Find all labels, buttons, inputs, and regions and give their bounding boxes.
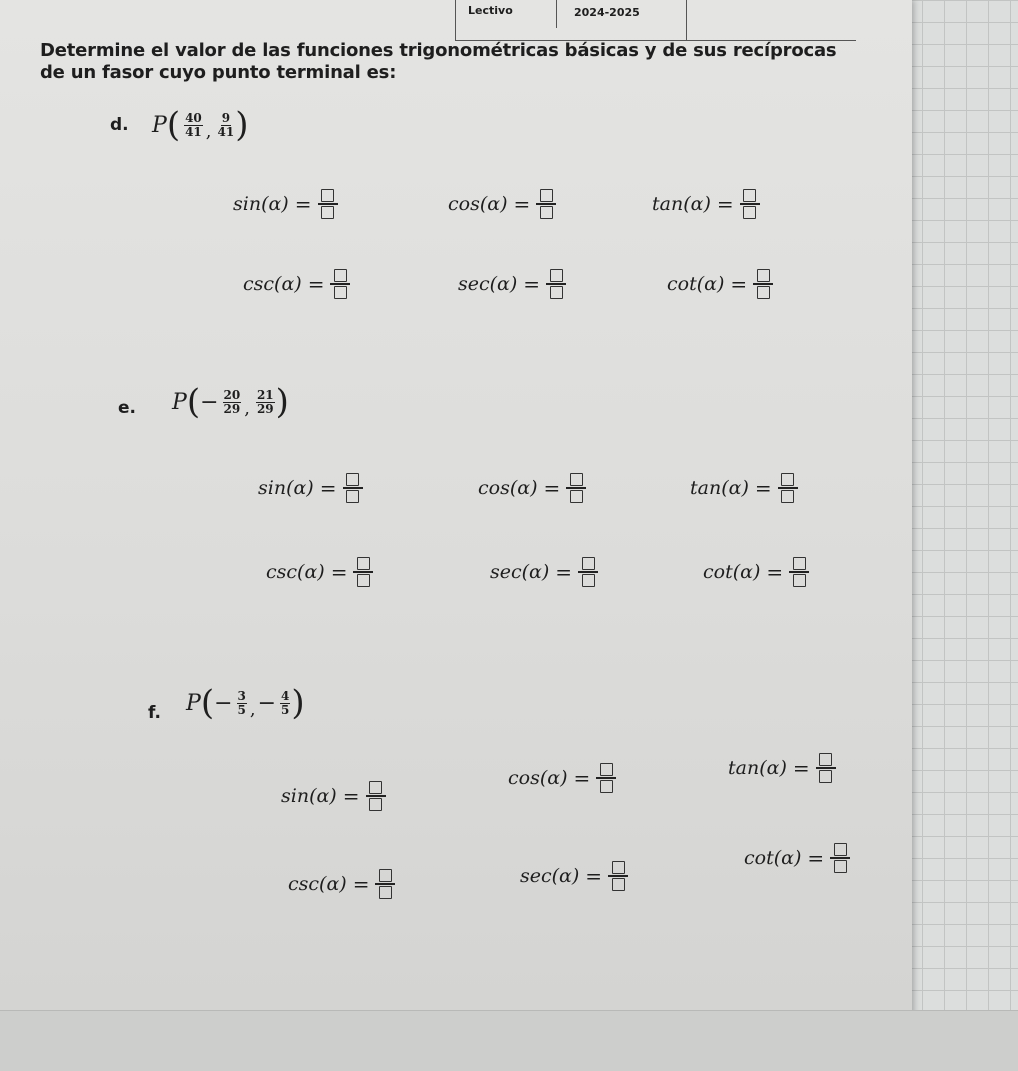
equals-sign: = xyxy=(294,192,312,216)
numerator-input-box[interactable] xyxy=(582,557,595,570)
answer-fraction[interactable] xyxy=(753,268,773,300)
x-coordinate xyxy=(184,112,203,139)
x-numerator: 3 xyxy=(237,688,246,703)
header-divider xyxy=(556,0,557,28)
function-name: cos(α) xyxy=(508,767,568,789)
denominator-input-box[interactable] xyxy=(819,770,832,783)
y-denominator: 5 xyxy=(281,702,290,717)
function-name: cot(α) xyxy=(667,273,725,295)
function-name: tan(α) xyxy=(728,757,787,779)
equals-sign: = xyxy=(573,766,591,790)
point-name: P xyxy=(186,690,201,716)
x-sign: − xyxy=(214,690,233,716)
answer-fraction[interactable] xyxy=(789,556,809,588)
x-sign: − xyxy=(200,389,219,415)
open-paren: ( xyxy=(186,382,201,422)
terminal-point xyxy=(152,105,249,145)
equals-sign: = xyxy=(730,272,748,296)
close-paren: ) xyxy=(275,382,289,422)
trig-equation xyxy=(448,188,556,220)
denominator-input-box[interactable] xyxy=(600,780,613,793)
x-coordinate xyxy=(223,389,242,416)
x-denominator: 5 xyxy=(237,702,246,717)
numerator-input-box[interactable] xyxy=(540,189,553,202)
denominator-input-box[interactable] xyxy=(379,886,392,899)
denominator-input-box[interactable] xyxy=(369,798,382,811)
denominator-input-box[interactable] xyxy=(357,574,370,587)
item-label: e. xyxy=(118,398,136,418)
function-name: sin(α) xyxy=(233,193,289,215)
trig-equation xyxy=(258,472,363,504)
item-label: f. xyxy=(148,703,161,723)
comma: , xyxy=(249,699,256,720)
answer-fraction[interactable] xyxy=(578,556,598,588)
equals-sign: = xyxy=(807,846,825,870)
answer-fraction[interactable] xyxy=(608,860,628,892)
instruction-text: Determine el valor de las funciones trigonométricas básicas y de sus recíprocas de un fasor cuyo punto terminal es: xyxy=(40,40,837,83)
open-paren: ( xyxy=(200,683,215,723)
trig-equation xyxy=(490,556,598,588)
lower-paper-edge xyxy=(0,1010,1018,1071)
trig-equation xyxy=(233,188,338,220)
trig-equation xyxy=(744,842,850,874)
equals-sign: = xyxy=(766,560,784,584)
y-numerator: 21 xyxy=(256,387,274,402)
function-name: sec(α) xyxy=(490,561,550,583)
y-numerator: 4 xyxy=(281,688,290,703)
numerator-input-box[interactable] xyxy=(781,473,794,486)
function-name: tan(α) xyxy=(652,193,711,215)
answer-fraction[interactable] xyxy=(740,188,760,220)
function-name: sec(α) xyxy=(458,273,518,295)
y-sign: − xyxy=(257,690,277,716)
comma: , xyxy=(205,121,212,142)
numerator-input-box[interactable] xyxy=(834,843,847,856)
trig-equation xyxy=(728,752,836,784)
answer-fraction[interactable] xyxy=(830,842,850,874)
denominator-input-box[interactable] xyxy=(781,490,794,503)
item-label: d. xyxy=(110,115,129,135)
numerator-input-box[interactable] xyxy=(334,269,347,282)
function-name: cot(α) xyxy=(703,561,761,583)
denominator-input-box[interactable] xyxy=(334,286,347,299)
denominator-input-box[interactable] xyxy=(550,286,563,299)
equals-sign: = xyxy=(543,476,561,500)
x-denominator: 41 xyxy=(185,124,202,139)
answer-fraction[interactable] xyxy=(343,472,363,504)
function-name: csc(α) xyxy=(288,873,347,895)
answer-fraction[interactable] xyxy=(366,780,386,812)
denominator-input-box[interactable] xyxy=(346,490,359,503)
trig-equation xyxy=(520,860,628,892)
y-coordinate xyxy=(218,112,235,139)
answer-fraction[interactable] xyxy=(596,762,616,794)
x-coordinate xyxy=(237,690,247,717)
denominator-input-box[interactable] xyxy=(834,860,847,873)
trig-equation xyxy=(243,268,350,300)
fraction-bar xyxy=(566,487,586,489)
function-name: sec(α) xyxy=(520,865,580,887)
denominator-input-box[interactable] xyxy=(582,574,595,587)
open-paren: ( xyxy=(166,105,181,145)
denominator-input-box[interactable] xyxy=(540,206,553,219)
y-coordinate xyxy=(256,389,275,416)
fraction-bar xyxy=(353,571,373,573)
denominator-input-box[interactable] xyxy=(321,206,334,219)
equals-sign: = xyxy=(555,560,573,584)
close-paren: ) xyxy=(235,105,249,145)
denominator-input-box[interactable] xyxy=(757,286,770,299)
x-denominator: 29 xyxy=(223,401,241,416)
answer-fraction[interactable] xyxy=(318,188,338,220)
equals-sign: = xyxy=(307,272,325,296)
equals-sign: = xyxy=(342,784,360,808)
trig-equation xyxy=(266,556,373,588)
fraction-bar xyxy=(830,857,850,859)
trig-equation xyxy=(703,556,809,588)
trig-equation xyxy=(458,268,566,300)
equals-sign: = xyxy=(754,476,772,500)
trig-equation xyxy=(652,188,760,220)
trig-equation xyxy=(690,472,798,504)
fraction-bar xyxy=(753,283,773,285)
numerator-input-box[interactable] xyxy=(550,269,563,282)
function-name: cos(α) xyxy=(448,193,508,215)
header-year: 2024-2025 xyxy=(574,6,640,19)
equals-sign: = xyxy=(585,864,603,888)
point-name: P xyxy=(152,112,167,138)
y-denominator: 41 xyxy=(217,124,235,139)
equals-sign: = xyxy=(513,192,531,216)
y-coordinate xyxy=(280,690,290,717)
trig-equation xyxy=(288,868,395,900)
fraction-bar xyxy=(596,777,616,779)
x-numerator: 40 xyxy=(185,110,202,125)
numerator-input-box[interactable] xyxy=(612,861,625,874)
answer-fraction[interactable] xyxy=(778,472,798,504)
numerator-input-box[interactable] xyxy=(369,781,382,794)
numerator-input-box[interactable] xyxy=(321,189,334,202)
numerator-input-box[interactable] xyxy=(379,869,392,882)
trig-equation xyxy=(508,762,616,794)
equals-sign: = xyxy=(792,756,810,780)
point-name: P xyxy=(172,389,187,415)
numerator-input-box[interactable] xyxy=(346,473,359,486)
answer-fraction[interactable] xyxy=(546,268,566,300)
fraction-bar xyxy=(546,283,566,285)
answer-fraction[interactable] xyxy=(536,188,556,220)
y-numerator: 9 xyxy=(221,110,231,125)
function-name: cot(α) xyxy=(744,847,802,869)
fraction-bar xyxy=(816,767,836,769)
equals-sign: = xyxy=(319,476,337,500)
denominator-input-box[interactable] xyxy=(612,878,625,891)
fraction-bar xyxy=(778,487,798,489)
fraction-bar xyxy=(366,795,386,797)
equals-sign: = xyxy=(352,872,370,896)
numerator-input-box[interactable] xyxy=(819,753,832,766)
denominator-input-box[interactable] xyxy=(793,574,806,587)
header-divider xyxy=(686,0,687,40)
denominator-input-box[interactable] xyxy=(570,490,583,503)
header-box xyxy=(455,0,856,41)
answer-fraction[interactable] xyxy=(353,556,373,588)
function-name: sin(α) xyxy=(281,785,337,807)
numerator-input-box[interactable] xyxy=(743,189,756,202)
terminal-point xyxy=(186,683,305,723)
function-name: csc(α) xyxy=(243,273,302,295)
fraction-bar xyxy=(789,571,809,573)
numerator-input-box[interactable] xyxy=(793,557,806,570)
fraction-bar xyxy=(608,875,628,877)
close-paren: ) xyxy=(291,683,305,723)
fraction-bar xyxy=(375,883,395,885)
answer-fraction[interactable] xyxy=(330,268,350,300)
fraction-bar xyxy=(343,487,363,489)
trig-equation xyxy=(478,472,586,504)
denominator-input-box[interactable] xyxy=(743,206,756,219)
fraction-bar xyxy=(330,283,350,285)
equals-sign: = xyxy=(330,560,348,584)
fraction-bar xyxy=(536,203,556,205)
numerator-input-box[interactable] xyxy=(757,269,770,282)
answer-fraction[interactable] xyxy=(566,472,586,504)
function-name: tan(α) xyxy=(690,477,749,499)
numerator-input-box[interactable] xyxy=(600,763,613,776)
x-numerator: 20 xyxy=(223,387,241,402)
trig-equation xyxy=(667,268,773,300)
fraction-bar xyxy=(578,571,598,573)
function-name: cos(α) xyxy=(478,477,538,499)
fraction-bar xyxy=(740,203,760,205)
header-lectivo-label: Lectivo xyxy=(468,4,513,17)
function-name: sin(α) xyxy=(258,477,314,499)
trig-equation xyxy=(281,780,386,812)
equals-sign: = xyxy=(523,272,541,296)
function-name: csc(α) xyxy=(266,561,325,583)
fraction-bar xyxy=(318,203,338,205)
terminal-point xyxy=(172,382,289,422)
answer-fraction[interactable] xyxy=(816,752,836,784)
numerator-input-box[interactable] xyxy=(570,473,583,486)
comma: , xyxy=(244,398,250,419)
answer-fraction[interactable] xyxy=(375,868,395,900)
equals-sign: = xyxy=(716,192,734,216)
y-denominator: 29 xyxy=(256,401,274,416)
numerator-input-box[interactable] xyxy=(357,557,370,570)
